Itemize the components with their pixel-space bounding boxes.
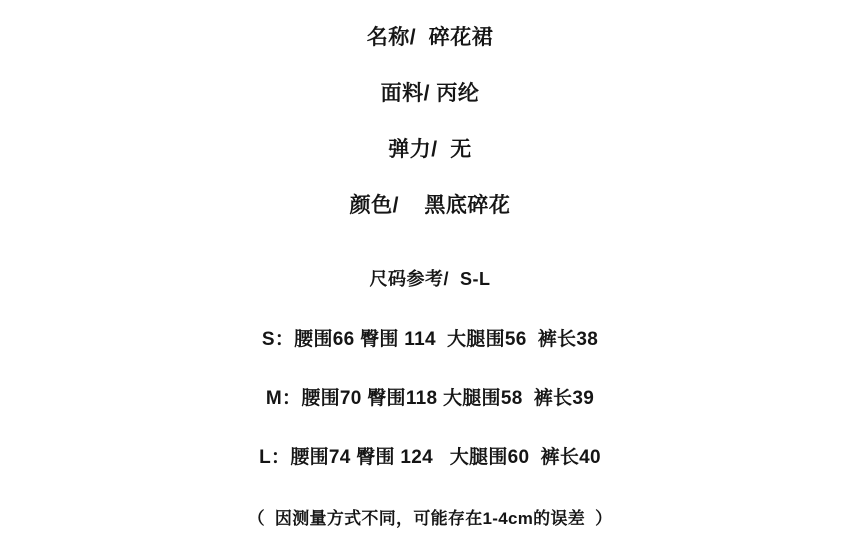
attribute-name: 名称/ 碎花裙	[366, 26, 494, 49]
size-row-s: S：腰围66 臀围 114 大腿围56 裤长38	[261, 329, 599, 350]
measurement-tolerance-note: （ 因测量方式不同，可能存在1-4cm的误差 ）	[247, 509, 613, 528]
attribute-color: 颜色/ 黑底碎花	[349, 194, 511, 217]
size-row-l: L：腰围74 臀围 124 大腿围60 裤长40	[259, 447, 601, 468]
attribute-fabric: 面料/ 丙纶	[380, 82, 480, 105]
size-reference-label: 尺码参考/ S-L	[369, 269, 491, 289]
attribute-elasticity: 弹力/ 无	[388, 138, 472, 161]
size-row-m: M：腰围70 臀围118 大腿围58 裤长39	[265, 388, 595, 409]
